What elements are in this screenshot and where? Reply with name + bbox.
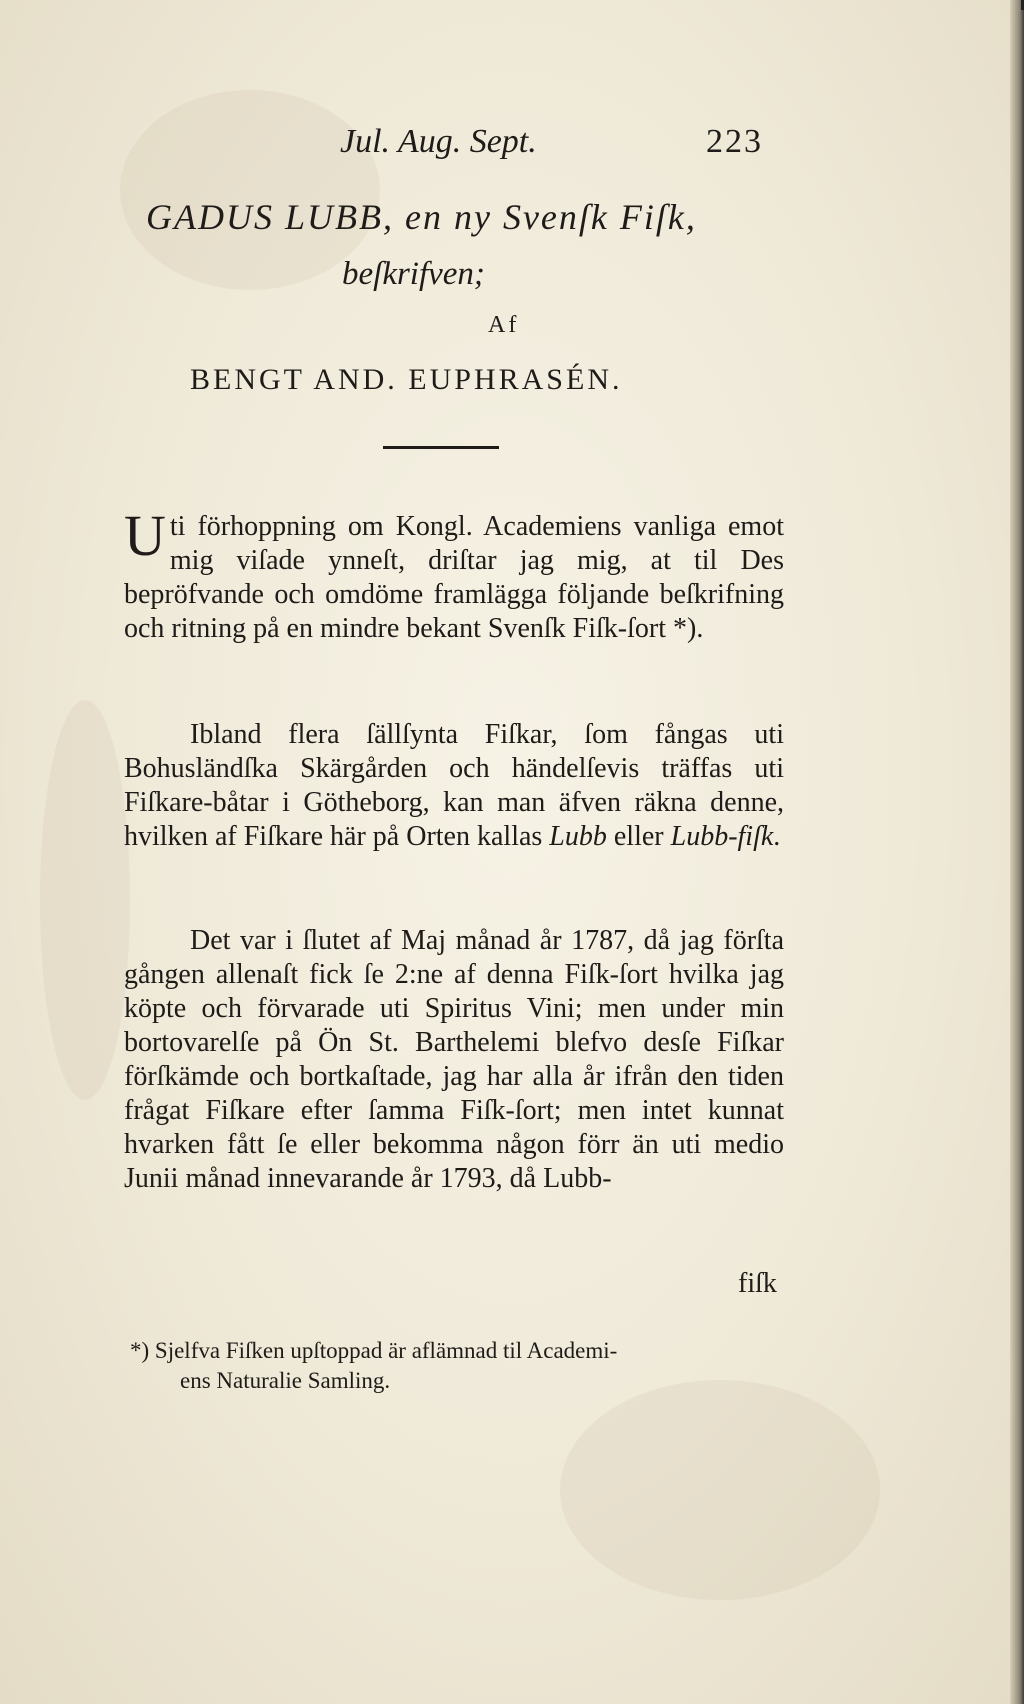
paragraph-3-text: Det var i ſlutet af Maj månad år 1787, då jag förſta gången allenaſt fick ſe 2:ne af denna Fiſk-ſort hvilka jag köpte och förvarade uti Spiritus Vini; men under min bortovarelſe på Ön St. Barthelemi blefvo desſe Fiſkar förſkämde och bortkaſtade, jag har alla år ifrån den tiden frågat Fiſkare efter ſamma Fiſk-ſort; men intet kunnat hvarken fått ſe eller bekomma någon förr än uti medio Junii månad innevarande år 1793, då Lubb- [124,925,784,1194]
running-head: Jul. Aug. Sept. [340,123,537,160]
paper-stain [560,1380,880,1600]
footnote-line-2: ens Naturalie Samling. [180,1368,391,1393]
article-subtitle: beſkrifven; [342,256,485,292]
paper-stain [120,90,380,290]
page-number: 223 [706,123,763,160]
paragraph-2-text: Ibland flera ſällſynta Fiſkar, ſom fångas uti Bohusländſka Skärgården och händelſevis träffas uti Fiſkare-båtar i Götheborg, kan man äfven räkna denne, hvilken af Fiſkare här på Orten kallas [124,719,784,852]
paragraph-3 [124,924,784,1196]
paragraph-2-connector: eller [613,821,664,852]
drop-cap: U [124,503,166,568]
footnote [130,1336,794,1396]
byline-prefix: Af [488,312,520,338]
paragraph-2-end: . [773,821,781,852]
fish-name-lubb: Lubb [549,821,607,852]
paragraph-1 [124,503,784,646]
catchword: fiſk [738,1268,777,1299]
author-name: BENGT AND. EUPHRASÉN. [190,363,623,396]
page-header [0,123,1024,173]
paragraph-1-text: ti förhoppning om Kongl. Academiens vanliga emot mig viſade ynneſt, driſtar jag mig, at til Des bepröfvande och omdöme framlägga följande beſkrifning och ritning på en mindre bekant Svenſk Fiſk-ſort *). [124,511,784,644]
page-edge-shadow [1010,0,1024,1704]
fish-name-lubb-fisk: Lubb-fiſk [670,821,774,852]
paper-stain [40,700,130,1100]
paragraph-2 [124,718,784,854]
footnote-line-1: *) Sjelfva Fiſken upſtoppad är aflämnad til Academi- [130,1338,618,1363]
article-title: GADUS LUBB, en ny Svenſk Fiſk, [146,197,697,237]
title-divider [383,446,499,449]
